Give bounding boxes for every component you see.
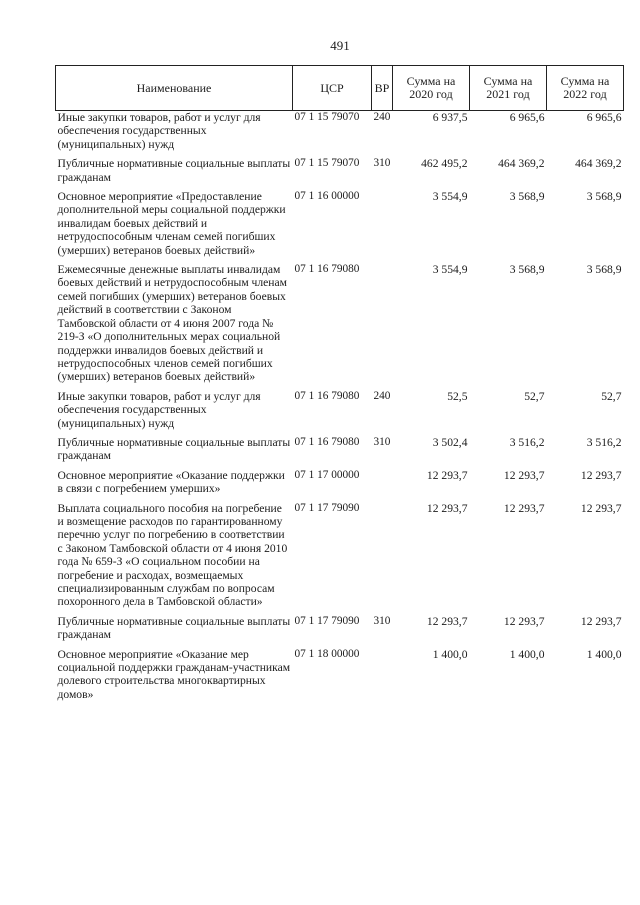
table-row [56, 648, 624, 708]
row-sum-2022: 12 293,7 [580, 468, 622, 482]
row-vr: 310 [373, 157, 391, 170]
row-sum-2020: 3 554,9 [432, 190, 468, 204]
row-name: Основное мероприятие «Предоставление дополнительной меры социальной поддержки инвалидам боевых действий и нетрудоспособным членам семей погибших (умерших) ветеранов боевых действий» [57, 190, 286, 257]
row-csr: 07 1 15 79070 [294, 157, 360, 170]
row-name: Публичные нормативные социальные выплаты гражданам [57, 157, 291, 184]
row-vr [372, 648, 393, 708]
row-name: Основное мероприятие «Оказание мер социальной поддержки гражданам-участникам долевого строительства многоквартирных домов» [57, 647, 291, 701]
table-row [56, 615, 624, 648]
row-sum-2022: 52,7 [601, 389, 622, 403]
row-sum-2022: 6 965,6 [586, 111, 622, 124]
row-name: Публичные нормативные социальные выплаты гражданам [57, 435, 291, 463]
column-header-sum-2020: Сумма на 2020 год [393, 66, 470, 111]
row-vr [372, 263, 393, 390]
row-sum-2020: 1 400,0 [432, 647, 468, 661]
row-name: Основное мероприятие «Оказание поддержки в связи с погребением умерших» [57, 468, 285, 496]
row-sum-2020: 12 293,7 [426, 501, 468, 515]
table-header [56, 66, 624, 111]
row-name: Иные закупки товаров, работ и услуг для обеспечения государственных (муниципальных) нужд [57, 111, 261, 151]
row-sum-2021: 3 516,2 [509, 435, 545, 449]
budget-table [55, 65, 624, 707]
row-sum-2020: 12 293,7 [426, 468, 468, 482]
column-header-vr: ВР [372, 66, 393, 111]
row-sum-2020: 462 495,2 [421, 157, 468, 171]
row-sum-2021: 3 568,9 [509, 263, 545, 277]
row-sum-2021: 52,7 [524, 389, 545, 403]
row-sum-2020: 3 554,9 [432, 263, 468, 277]
row-sum-2022: 12 293,7 [580, 501, 622, 515]
table-row [56, 263, 624, 390]
row-vr [372, 469, 393, 502]
row-sum-2021: 6 965,6 [509, 111, 545, 124]
row-sum-2021: 12 293,7 [503, 614, 545, 628]
row-sum-2020: 12 293,7 [426, 614, 468, 628]
row-sum-2020: 52,5 [447, 389, 468, 403]
row-csr: 07 1 16 79080 [294, 435, 360, 448]
table-row [56, 390, 624, 436]
page-number: 491 [330, 38, 350, 53]
row-csr: 07 1 17 00000 [294, 468, 360, 481]
row-sum-2022: 1 400,0 [586, 647, 622, 661]
row-vr [372, 502, 393, 615]
row-csr: 07 1 18 00000 [294, 647, 360, 660]
table-row [56, 436, 624, 469]
row-name: Иные закупки товаров, работ и услуг для обеспечения государственных (муниципальных) нужд [57, 389, 261, 430]
row-csr: 07 1 16 79080 [294, 263, 360, 276]
row-sum-2022: 3 516,2 [586, 435, 622, 449]
row-vr: 240 [373, 111, 391, 123]
table-row [56, 111, 624, 158]
row-sum-2021: 12 293,7 [503, 501, 545, 515]
table-row [56, 157, 624, 190]
row-name: Выплата социального пособия на погребение и возмещение расходов по гарантированному перечню услуг по погребению в соответствии с Законом Тамбовской области от 4 июня 2010 года № 659-З «О социальном пособии на погребение и расходах, возмещаемых специализированным службам по вопросам похоронного дела в Тамбовской области» [57, 501, 288, 609]
column-header-sum-2022: Сумма на 2022 год [547, 66, 624, 111]
row-sum-2022: 3 568,9 [586, 263, 622, 277]
row-vr: 310 [373, 435, 391, 448]
row-csr: 07 1 16 00000 [294, 190, 360, 203]
row-vr: 240 [373, 389, 391, 402]
column-header-csr: ЦСР [293, 66, 372, 111]
table-row [56, 469, 624, 502]
row-vr [372, 190, 393, 263]
column-header-name: Наименование [56, 66, 293, 111]
row-sum-2021: 12 293,7 [503, 468, 545, 482]
table-row [56, 190, 624, 263]
row-csr: 07 1 17 79090 [294, 614, 360, 627]
table-body [56, 111, 624, 708]
row-csr: 07 1 17 79090 [294, 501, 360, 514]
row-sum-2021: 1 400,0 [509, 647, 545, 661]
table-row [56, 502, 624, 615]
row-name: Ежемесячные денежные выплаты инвалидам боевых действий и нетрудоспособным членам семей погибших (умерших) ветеранов боевых действий в соответствии с Законом Тамбовской области от 4 июня 2007 года № 219-З «О дополнительных мерах социальной поддержки инвалидов боевых действий и нетрудоспособных членов семей погибших (умерших) ветеранов боевых действий» [57, 263, 287, 384]
row-sum-2022: 12 293,7 [580, 614, 622, 628]
row-sum-2020: 3 502,4 [432, 435, 468, 449]
row-sum-2021: 464 369,2 [498, 157, 545, 171]
row-sum-2022: 3 568,9 [586, 190, 622, 204]
column-header-sum-2021: Сумма на 2021 год [470, 66, 547, 111]
row-sum-2021: 3 568,9 [509, 190, 545, 204]
row-sum-2020: 6 937,5 [432, 111, 468, 124]
row-vr: 310 [373, 614, 391, 627]
row-csr: 07 1 15 79070 [294, 111, 360, 123]
row-name: Публичные нормативные социальные выплаты гражданам [57, 614, 291, 642]
row-csr: 07 1 16 79080 [294, 389, 360, 402]
row-sum-2022: 464 369,2 [575, 157, 622, 171]
